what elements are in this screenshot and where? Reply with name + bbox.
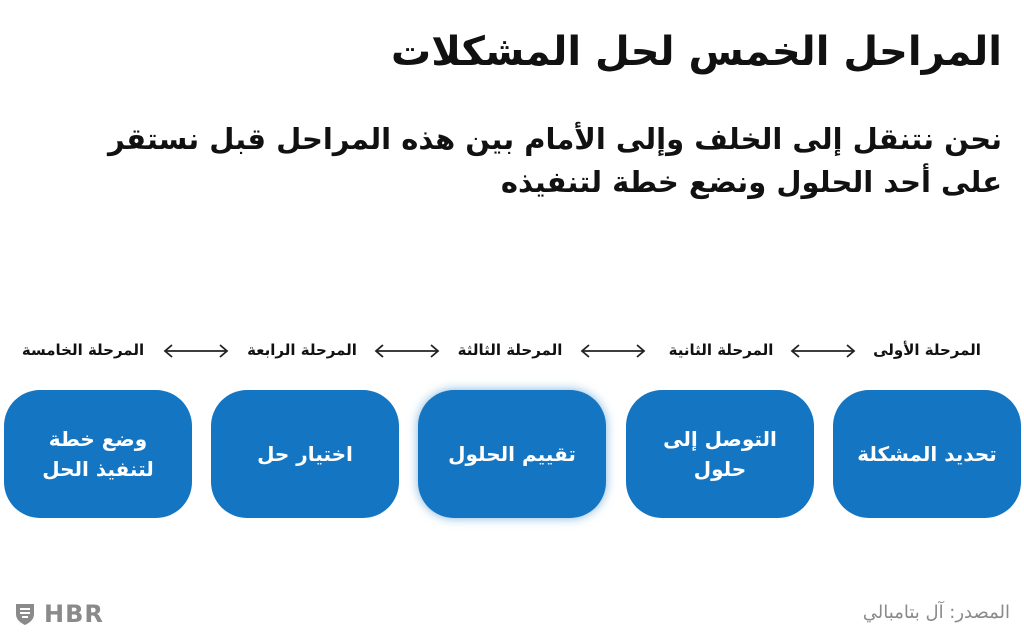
stage-box-2 bbox=[626, 390, 814, 518]
stage-box-text: تقييم الحلول bbox=[448, 442, 576, 466]
stage-box-text: وضع خطة لتنفيذ الحل bbox=[42, 427, 154, 481]
hbr-logo bbox=[14, 598, 104, 630]
double-arrow-icon bbox=[373, 343, 441, 359]
stage-box-3 bbox=[418, 390, 606, 518]
stage-box-text: تحديد المشكلة bbox=[857, 442, 997, 466]
stage-label-5: المرحلة الخامسة bbox=[21, 341, 145, 359]
logo-text: HBR bbox=[44, 600, 104, 628]
double-arrow-icon bbox=[789, 343, 857, 359]
stage-box-4 bbox=[211, 390, 399, 518]
stage-box-text: التوصل إلى حلول bbox=[663, 427, 777, 481]
double-arrow-icon bbox=[162, 343, 230, 359]
stage-label-4: المرحلة الرابعة bbox=[247, 341, 357, 359]
stage-label-2: المرحلة الثانية bbox=[668, 341, 774, 359]
stage-box-1 bbox=[833, 390, 1021, 518]
page-title: المراحل الخمس لحل المشكلات bbox=[391, 29, 1002, 75]
stage-box-text: اختيار حل bbox=[257, 442, 353, 466]
double-arrow-icon bbox=[579, 343, 647, 359]
stage-label-3: المرحلة الثالثة bbox=[457, 341, 563, 359]
stage-label-1: المرحلة الأولى bbox=[873, 341, 981, 359]
page-subtitle: نحن نتنقل إلى الخلف وإلى الأمام بين هذه المراحل قبل نستقر على أحد الحلول ونضع خطة لتنفيذه bbox=[108, 122, 1002, 199]
shield-icon bbox=[14, 602, 36, 626]
source-credit: المصدر: آل بتامبالي bbox=[862, 602, 1010, 623]
stage-box-5 bbox=[4, 390, 192, 518]
